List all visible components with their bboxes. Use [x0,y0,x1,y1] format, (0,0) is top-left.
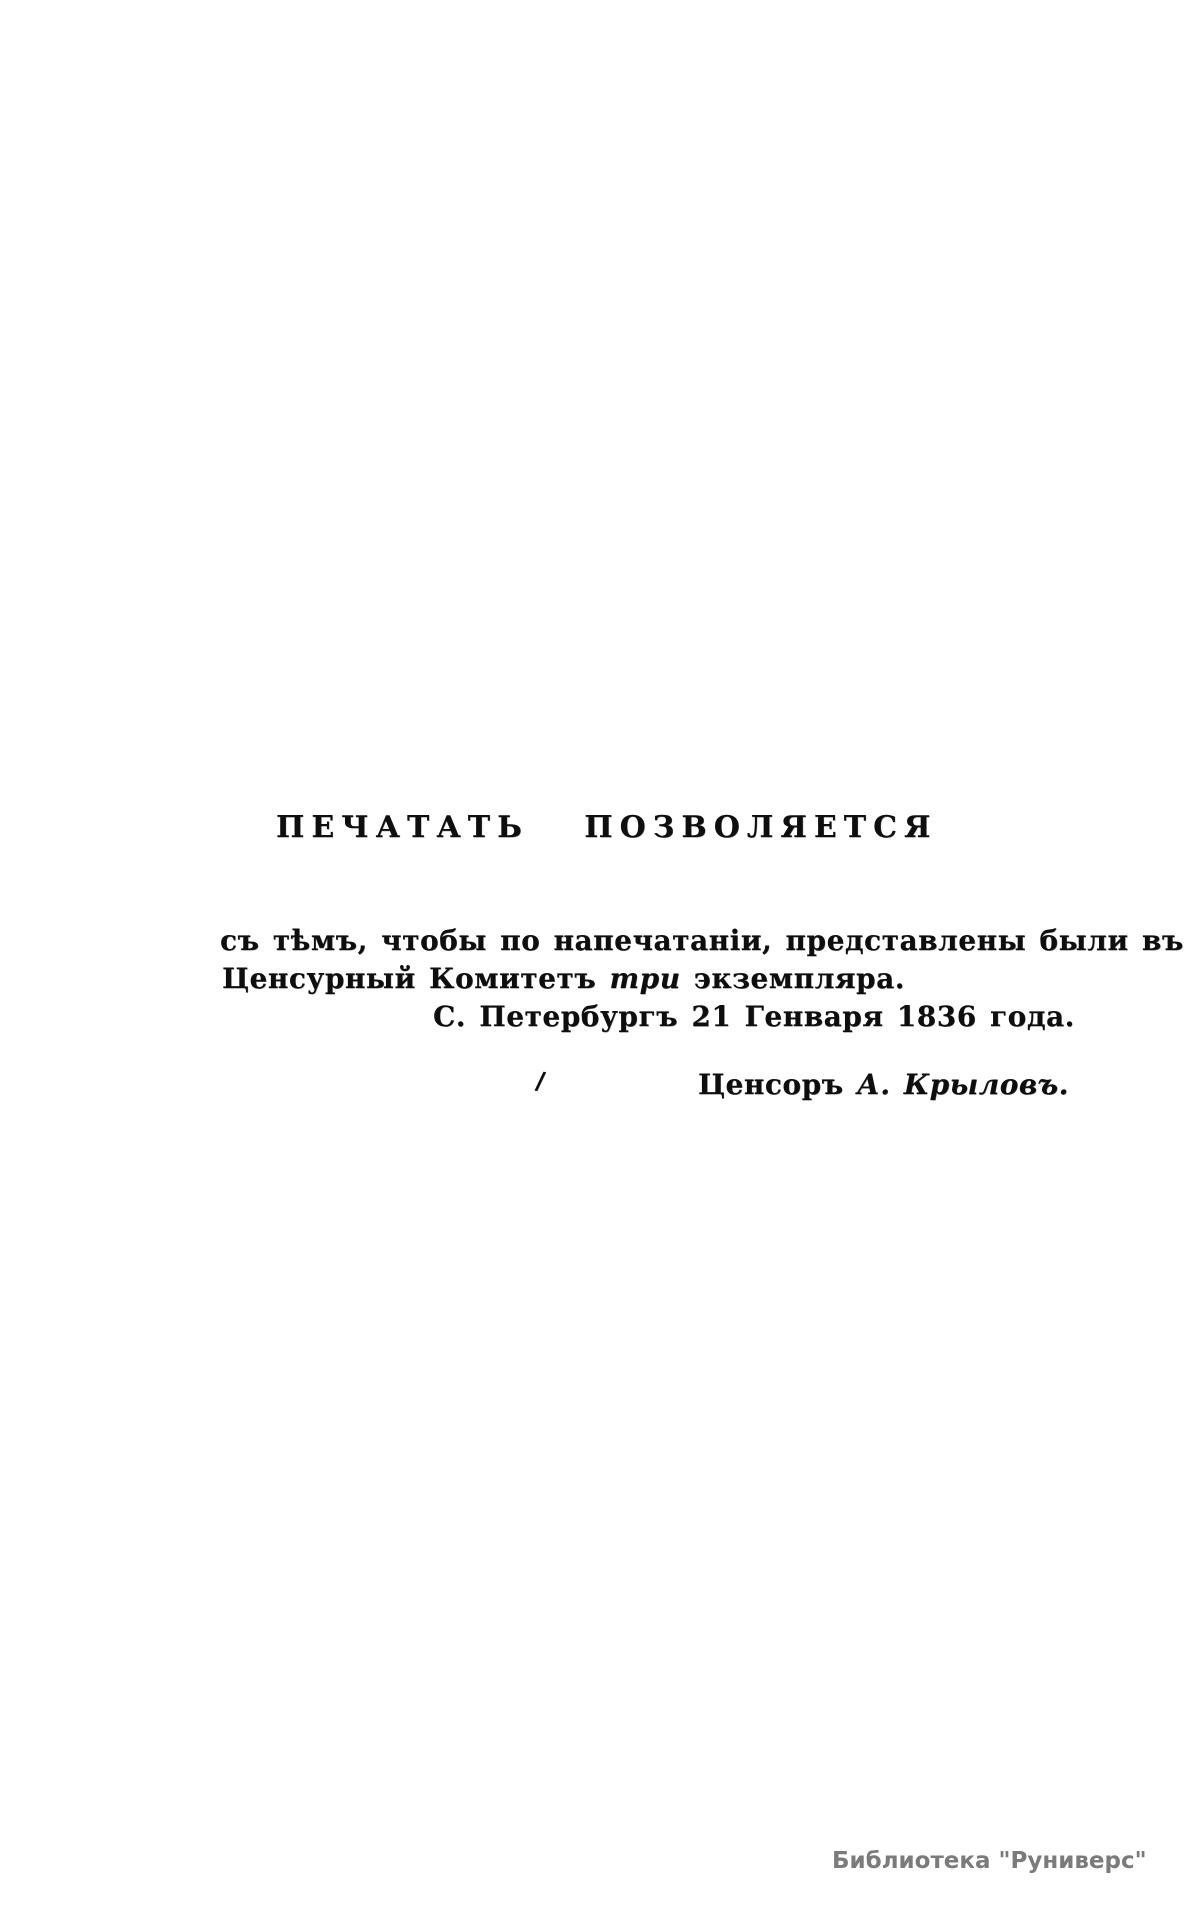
dateline: С. Петербургъ 21 Генваря 1836 года. [433,1000,1075,1033]
permission-heading: ПЕЧАТАТЬ ПОЗВОЛЯЕТСЯ [276,810,938,845]
censor-signature [698,1068,1069,1101]
library-watermark: Библиотека "Руниверс" [832,1848,1147,1874]
condition-line-2 [222,962,905,995]
condition-line-2-prefix: Ценсурный Комитетъ [222,962,610,995]
condition-line-2-suffix: экземпляра. [680,962,905,995]
stray-ink-mark: / [534,1065,547,1096]
censor-signature-label: Ценсоръ [698,1068,857,1101]
condition-line-2-italic-word: три [609,962,681,995]
condition-line-1: съ тѣмъ, чтобы по напечатаніи, представлены были въ [220,924,1184,957]
censor-signature-name: А. Крыловъ. [856,1068,1069,1101]
